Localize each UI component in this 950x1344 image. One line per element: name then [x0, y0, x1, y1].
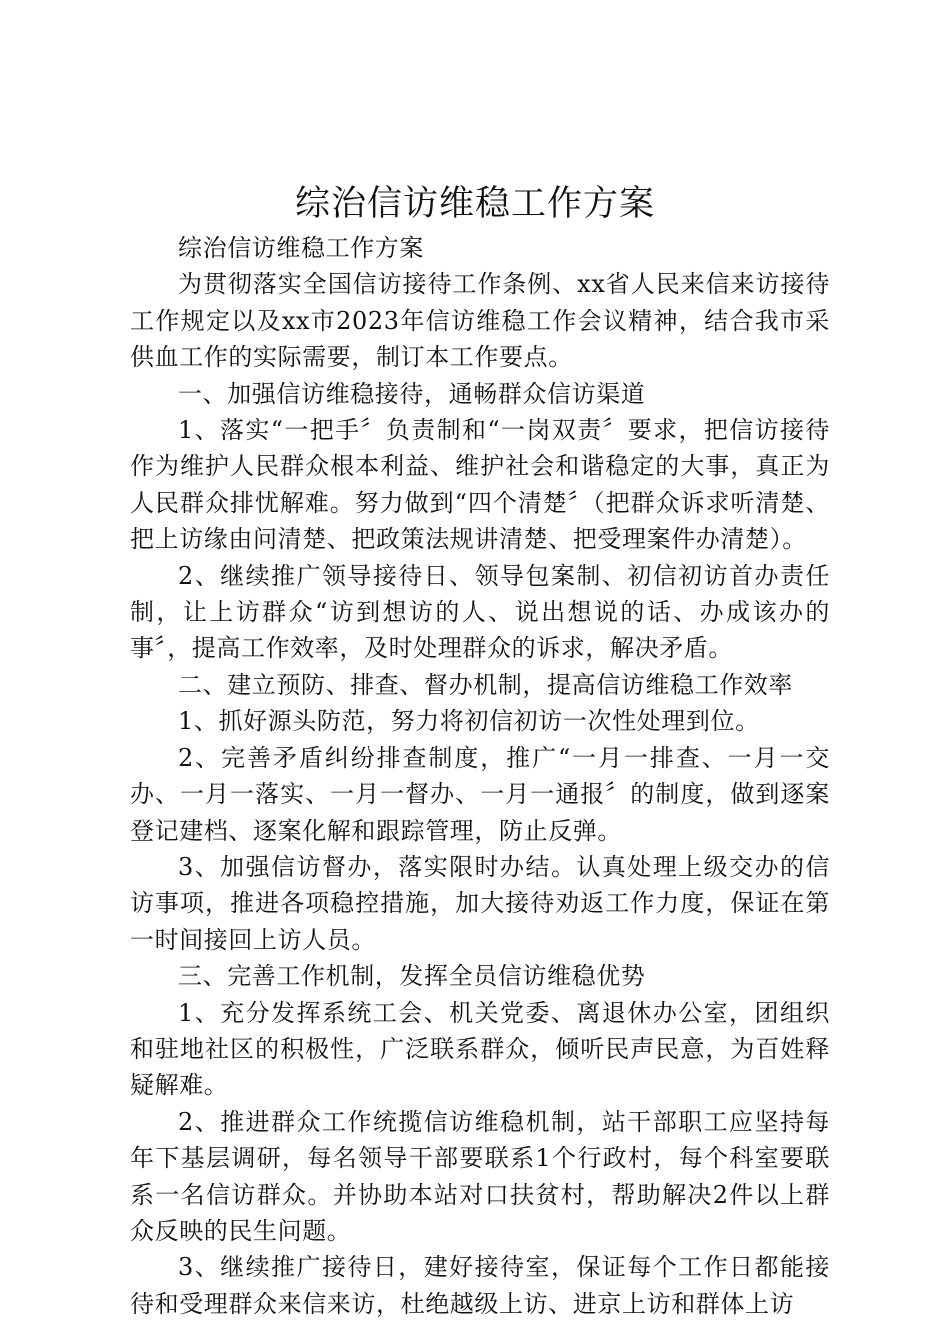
- paragraph: 1、抓好源头防范，努力将初信初访一次性处理到位。: [178, 707, 760, 736]
- paragraph: 2、完善矛盾纠纷排查制度，推广“一月一排查、一月一交办、一月一落实、一月一督办、一月一通报〞的制度，做到逐案登记建档、逐案化解和跟踪管理，防止反弹。: [130, 743, 830, 845]
- document-body: [130, 230, 830, 1322]
- section-heading-2: 二、建立预防、排查、督办机制，提高信访维稳工作效率: [178, 670, 793, 699]
- paragraph: 3、加强信访督办，落实限时办结。认真处理上级交办的信访事项，推进各项稳控措施，加大接待劝返工作力度，保证在第一时间接回上访人员。: [130, 852, 830, 954]
- section-heading-3: 三、完善工作机制，发挥全员信访维稳优势: [178, 962, 646, 991]
- paragraph: 1、落实“一把手〞负责制和“一岗双责〞要求，把信访接待作为维护人民群众根本利益、维护社会和谐稳定的大事，真正为人民群众排忧解难。努力做到“四个清楚〞（把群众诉求听清楚、把上访缘由问清楚、把政策法规讲清楚、把受理案件办清楚）。: [130, 416, 830, 554]
- paragraph-subtitle: 综治信访维稳工作方案: [178, 234, 424, 262]
- paragraph: 3、继续推广接待日，建好接待室，保证每个工作日都能接待和受理群众来信来访，杜绝越级上访、进京上访和群体上访: [130, 1253, 830, 1318]
- paragraph: 2、继续推广领导接待日、领导包案制、初信初访首办责任制，让上访群众“访到想访的人、说出想说的话、办成该办的事〞，提高工作效率，及时处理群众的诉求，解决矛盾。: [130, 561, 830, 663]
- document-title: 综治信访维稳工作方案: [294, 184, 655, 224]
- paragraph: 为贯彻落实全国信访接待工作条例、xx省人民来信来访接待工作规定以及xx市2023年信访维稳工作会议精神，结合我市采供血工作的实际需要，制订本工作要点。: [130, 270, 830, 372]
- paragraph: 2、推进群众工作统揽信访维稳机制，站干部职工应坚持每年下基层调研，每名领导干部要联系1个行政村，每个科室要联系一名信访群众。并协助本站对口扶贫村，帮助解决2件以上群众反映的民生问题。: [130, 1107, 830, 1245]
- paragraph: 1、充分发挥系统工会、机关党委、离退休办公室，团组织和驻地社区的积极性，广泛联系群众，倾听民声民意，为百姓释疑解难。: [130, 998, 830, 1100]
- section-heading-1: 一、加强信访维稳接待，通畅群众信访渠道: [178, 379, 646, 408]
